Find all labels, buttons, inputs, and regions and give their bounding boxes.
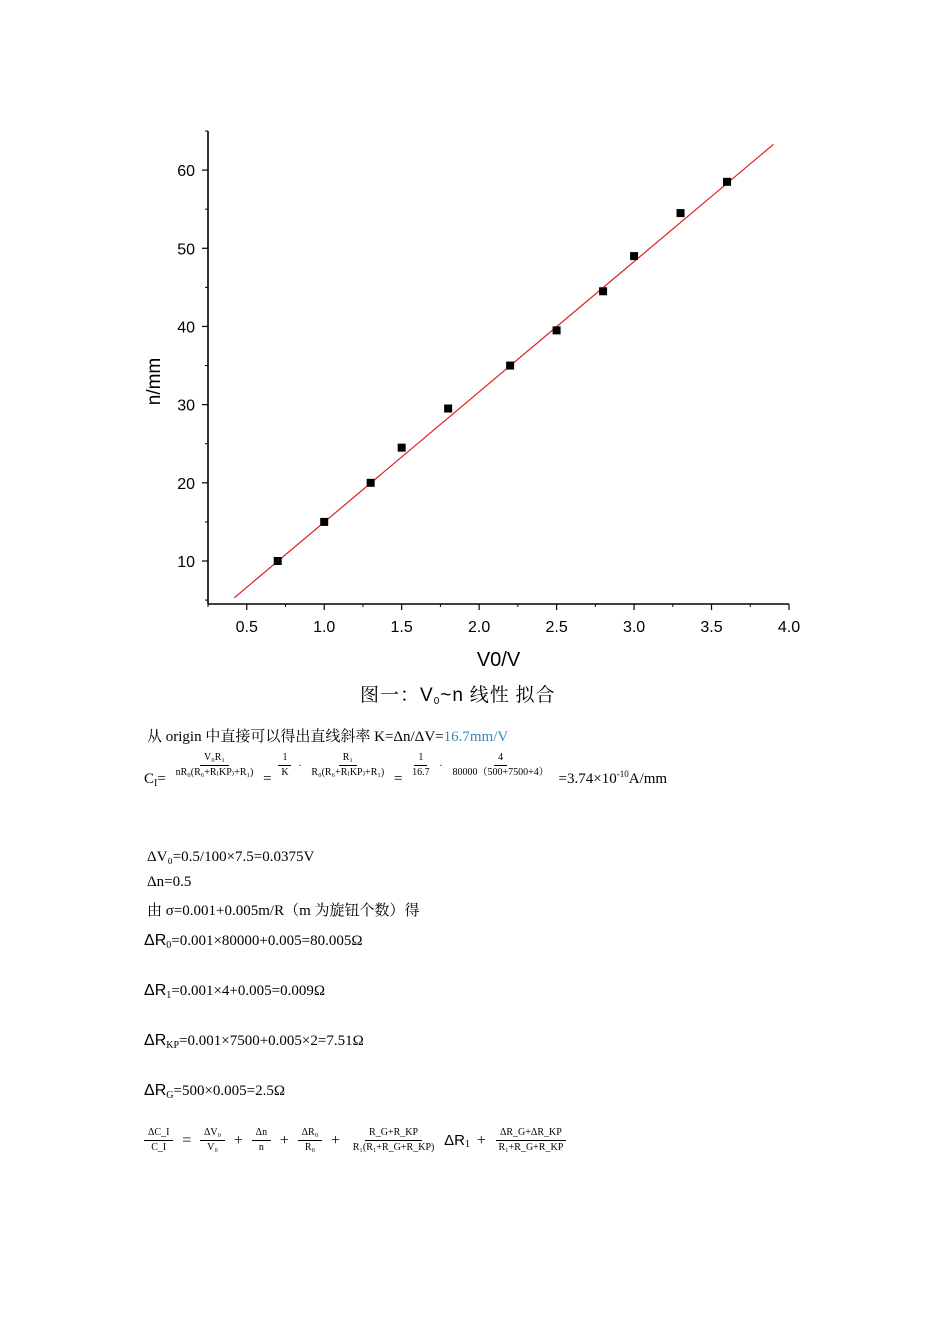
data-point xyxy=(274,557,282,565)
data-point xyxy=(723,178,731,186)
x-tick-label: 3.5 xyxy=(700,619,723,636)
y-tick-label: 50 xyxy=(177,241,195,259)
ci-frac-4: $\frac{1}{16.7}$ xyxy=(412,752,430,778)
y-tick-label: 10 xyxy=(177,554,195,571)
data-point xyxy=(320,518,328,526)
data-point xyxy=(630,252,638,260)
x-axis-label: V0/V xyxy=(476,649,521,671)
ci-frac-5: $\frac{4}{80000(500+7500+4)}$ xyxy=(452,752,549,778)
data-point xyxy=(444,405,452,413)
data-point xyxy=(553,326,561,334)
figure-caption: 图一：$V_0\sim n$ 线性 拟合 xyxy=(360,685,556,707)
fit-line xyxy=(234,144,773,597)
y-axis-label: n/mm xyxy=(144,357,165,406)
delta-r0: $\Delta R_0=0.001\times 80000+0.005=80.005\Omega$ xyxy=(144,932,363,951)
delta-v0: ΔV₀=0.5/100×7.5=0.0375V xyxy=(147,849,315,865)
data-point xyxy=(677,209,685,217)
y-tick-label: 20 xyxy=(177,475,195,493)
data-point xyxy=(506,362,514,370)
y-tick-label: 30 xyxy=(177,397,195,415)
slope-value: 16.7mm/V xyxy=(443,729,509,745)
x-tick-label: 2.5 xyxy=(545,619,568,636)
y-tick-label: 40 xyxy=(177,319,195,337)
data-point xyxy=(367,479,375,487)
error-propagation-equation: $\frac{\Delta C\_I}{C\_I}$ = $\frac{\text{ΔV₀}}{\text{V₀}}$ + $\frac{\Delta n}{n}$ + $\frac{\text{ΔR₀}}{\text{R₀}}$ + $\frac{R\_G+R\_KP}{\text{R₁(R₁+R\_G+R\_KP)}}$ $\Delta R_1$ + $\frac{\Delta R\_G+\Delta R\_KP}{\text{R₁+R\_G+R\_KP}}$ xyxy=(142,1127,569,1154)
x-tick-label: 3.0 xyxy=(622,619,646,636)
sigma-line: 由 σ=0.001+0.005m/R（m 为旋钮个数）得 xyxy=(147,903,420,919)
data-point xyxy=(599,287,607,295)
x-tick-label: 2.0 xyxy=(468,619,491,636)
data-point xyxy=(398,444,406,452)
delta-rkp: $\Delta R_{KP}=0.001\times 7500+0.005\times 2=7.51\Omega$ xyxy=(144,1032,364,1051)
delta-n: Δn=0.5 xyxy=(147,874,192,890)
x-tick-label: 4.0 xyxy=(777,619,801,636)
ci-frac-2: $\frac{1}{K}$ xyxy=(277,752,292,779)
x-tick-label: 1.0 xyxy=(313,619,336,636)
ci-equation: $C_I=$ $\frac{\text{V₀R₁}}{\text{nR₀(R₆+R₍KP₎+R₁)}}$ = $\frac{1}{K}$ · $\frac{\text{R₁}}{\text{R₀(R₆+R₍KP₎+R₁)}}$ = $\frac{1}{16.7}$ · $\frac{4}{80000(500+7500+4)}$ $=3.74\times 10^{-10}A/mm$ xyxy=(144,752,668,789)
slope-line: 从 origin 中直接可以得出直线斜率 K=Δn/ΔV=16.7mm/V xyxy=(147,729,509,745)
x-tick-label: 1.5 xyxy=(390,619,413,636)
delta-r1: $\Delta R_1=0.001\times 4+0.005=0.009\Omega$ xyxy=(144,982,325,1001)
delta-rg: $\Delta R_G=500\times 0.005=2.5\Omega$ xyxy=(144,1082,286,1101)
x-tick-label: 0.5 xyxy=(235,619,258,636)
ci-frac-1: $\frac{\text{V₀R₁}}{\text{nR₀(R₆+R₍KP₎+R₁)}}$ xyxy=(175,752,254,778)
ci-frac-3: $\frac{\text{R₁}}{\text{R₀(R₆+R₍KP₎+R₁)}}$ xyxy=(311,752,385,778)
y-tick-label: 60 xyxy=(177,163,195,181)
